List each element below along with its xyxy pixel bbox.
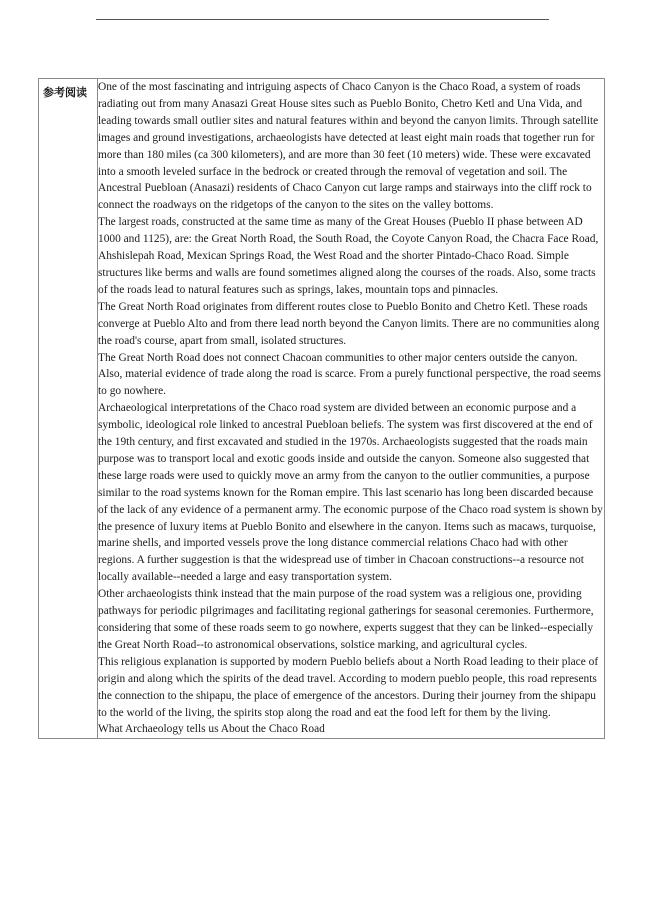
paragraph-economic-interpretation: Archaeological interpretations of the Chaco road system are divided between an economic purpose and a symbolic, ideological role linked to ancestral Puebloan beliefs. The system was first discovered at the end of the 19th century, and first excavated and studied in the 1970s. Archaeologists suggested that the roads main purpose was to transport local and exotic goods inside and outside the canyon. Someone also suggested that these large roads were used to quickly move an army from the canyon to the outlier communities, a purpose similar to the road systems known for the Roman empire. This last scenario has long been discarded because of the lack of any evidence of a permanent army. The economic purpose of the Chaco road system is shown by the presence of luxury items at Pueblo Bonito and elsewhere in the canyon. Items such as macaws, turquoise, marine shells, and imported vessels prove the long distance commercial relations Chaco had with other regions. A further suggestion is that the widespread use of timber in Chacoan constructions--a resource not locally available--needed a large and easy transportation system.	[98, 402, 603, 584]
paragraph-great-north-road-origin: The Great North Road originates from different routes close to Pueblo Bonito and Chetro Ketl. These roads converge at Pueblo Alto and from there lead north beyond the Canyon limits. There are no communities along the road's course, apart from small, isolated structures.	[98, 300, 600, 347]
reading-row	[39, 79, 605, 739]
paragraph-pueblo-beliefs: This religious explanation is supported by modern Pueblo beliefs about a North Road leading to their place of origin and along which the spirits of the dead travel. According to modern pueblo people, this road represents the connection to the shipapu, the place of emergence of the ancestors. During their journey from the shipapu to the world of the living, the spirits stop along the road and eat the food left for them by the living.	[98, 655, 599, 719]
paragraph-intro: One of the most fascinating and intriguing aspects of Chaco Canyon is the Chaco Road, a system of roads radiating out from many Anasazi Great House sites such as Pueblo Bonito, Chetro Ketl and Una Vida, and leading towards small outlier sites and natural features within and beyond the canyon limits. Through satellite images and ground investigations, archaeologists have detected at least eight main roads that together run for more than 180 miles (ca 300 kilometers), and are more than 30 feet (10 meters) wide. These were excavated into a smooth leveled surface in the bedrock or created through the removal of vegetation and soil. The Ancestral Puebloan (Anasazi) residents of Chaco Canyon cut large ramps and stairways into the cliff rock to connect the roadways on the ridgetops of the canyon to the sites on the valley bottoms.	[98, 81, 599, 212]
header-rule	[96, 19, 549, 20]
content-cell	[98, 79, 605, 739]
paragraph-great-north-road-nowhere: The Great North Road does not connect Chacoan communities to other major centers outside the canyon. Also, material evidence of trade along the road is scarce. From a purely functional perspective, the road seems to go nowhere.	[98, 351, 601, 398]
paragraph-religious-interpretation: Other archaeologists think instead that the main purpose of the road system was a religious one, providing pathways for periodic pilgrimages and facilitating regional gatherings for seasonal ceremonies. Furthermore, considering that some of these roads seem to go nowhere, experts suggest that they can be linked--especially the Great North Road--to astronomical observations, solstice marking, and agricultural cycles.	[98, 588, 594, 651]
section-label: 参考阅读	[43, 86, 87, 99]
paragraph-largest-roads: The largest roads, constructed at the same time as many of the Great Houses (Pueblo II phase between AD 1000 and 1125), are: the Great North Road, the South Road, the Coyote Canyon Road, the Chacra Face Road, Ahshislepah Road, Mexican Springs Road, the West Road and the shorter Pintado-Chaco Road. Simple structures like berms and walls are found sometimes aligned along the courses of the roads. Also, some tracts of the roads lead to natural features such as springs, lakes, mountain tops and pinnacles.	[98, 216, 599, 296]
reading-table	[38, 78, 605, 739]
label-cell	[39, 79, 98, 739]
paragraph-closing-title: What Archaeology tells us About the Chaco Road	[98, 723, 325, 736]
